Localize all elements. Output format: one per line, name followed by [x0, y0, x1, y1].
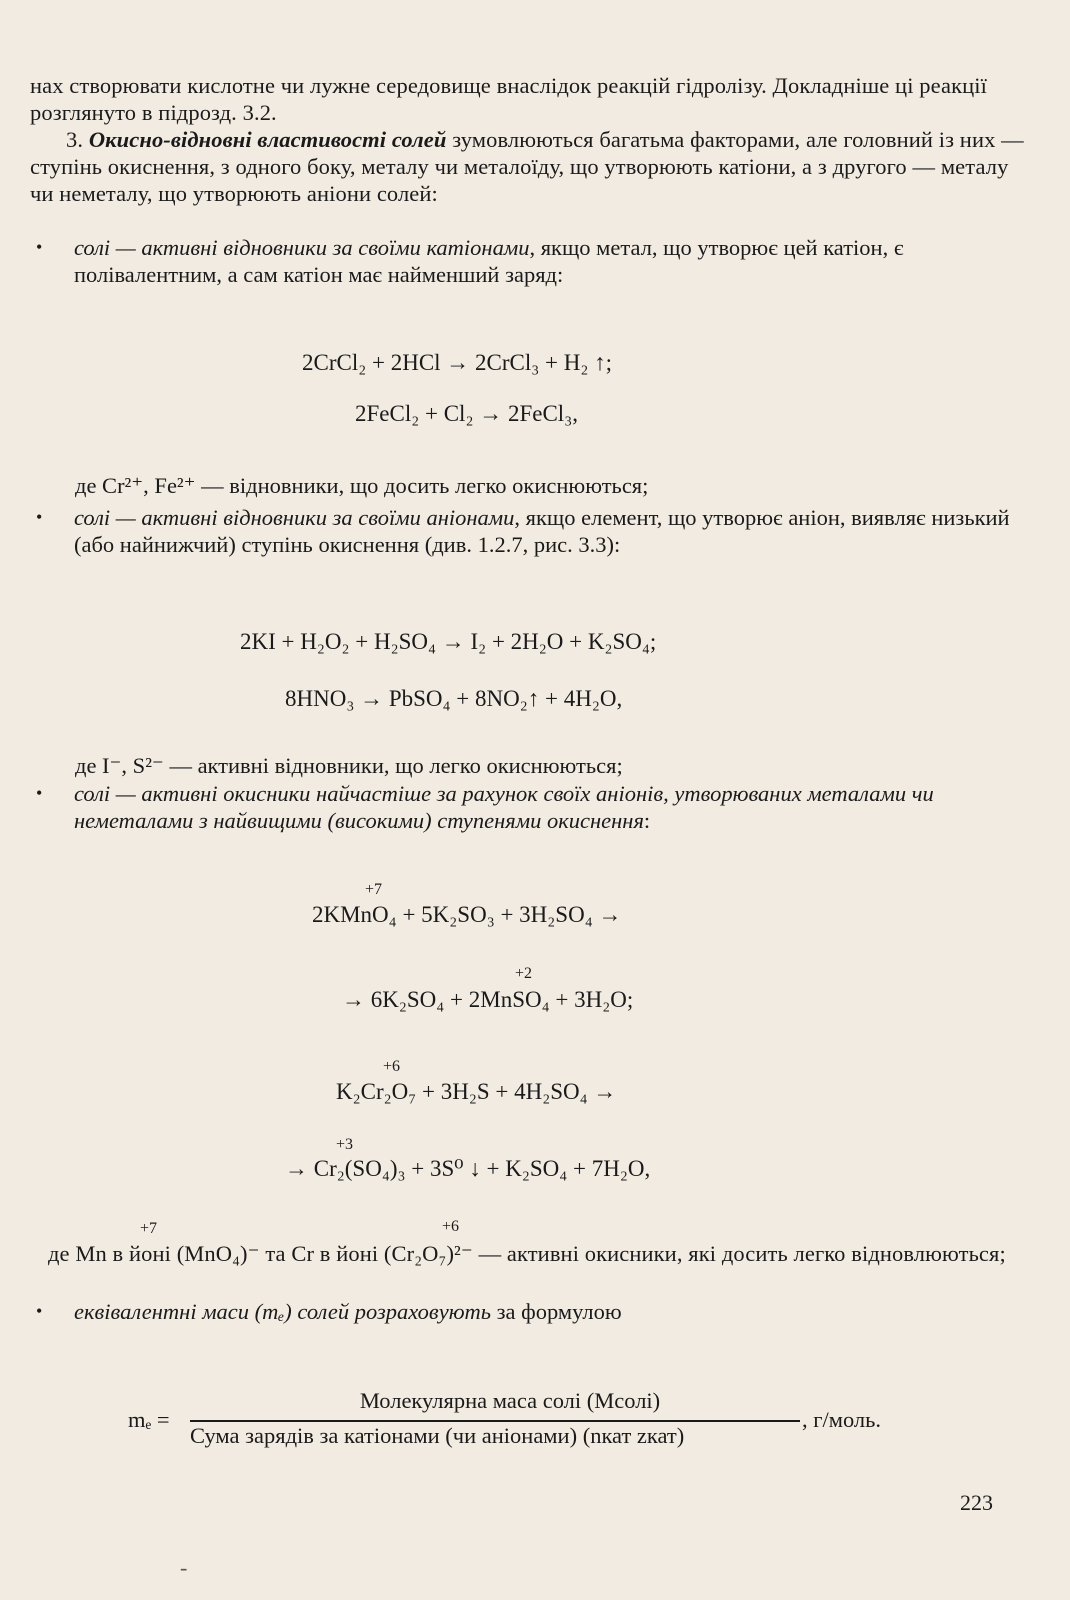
- oxidation-state-mn2: +2: [515, 965, 533, 982]
- bullet-icon: •: [36, 237, 43, 257]
- term-redox: Окисно-відновні властивості солей: [88, 127, 447, 152]
- bullet-anion-oxidizers: [30, 780, 1030, 834]
- bullet-icon: •: [36, 783, 43, 803]
- note-oxidation-mn7: +7: [140, 1220, 158, 1237]
- bullet-icon: •: [36, 507, 43, 527]
- bullet-italic: еквівалентні маси (mₑ) солей розраховують: [74, 1299, 492, 1324]
- oxidation-state-cr3: +3: [336, 1136, 354, 1153]
- paragraph-redox-properties: [30, 126, 1030, 207]
- formula-unit: , г/моль.: [802, 1407, 882, 1432]
- equation-hno3: 8HNO₃ → PbSO₄ + 8NO₂↑ + 4H₂O,: [285, 686, 623, 711]
- oxidation-state-cr6: +6: [383, 1058, 401, 1075]
- item-number: 3.: [66, 127, 84, 152]
- fraction-bar: [190, 1420, 800, 1422]
- equation-k2cr2o7: K₂Cr₂O₇ + 3H₂S + 4H₂SO₄ →: [336, 1079, 617, 1104]
- stray-mark: -: [180, 1555, 188, 1580]
- equation-k2cr2o7-products: → Cr₂(SO₄)₃ + 3S⁰ ↓ + K₂SO₄ + 7H₂O,: [285, 1156, 651, 1181]
- oxidation-state-mn7: +7: [365, 881, 383, 898]
- equation-kmno4: 2KMnO₄ + 5K₂SO₃ + 3H₂SO₄ →: [312, 902, 622, 927]
- equation-crcl2: 2CrCl₂ + 2HCl → 2CrCl₃ + H₂ ↑;: [302, 350, 613, 375]
- bullet-icon: •: [36, 1301, 43, 1321]
- paragraph-redox-text: зумовлюються багатьма факторами, але головний із них — ступінь окиснення, з одного боку, металу чи металоїду, що утворюють катіони, а з другого — металу чи неметалу, що утворюють аніони солей:: [30, 127, 1024, 206]
- formula-numerator: Молекулярна маса солі (Mсолі): [359, 1388, 661, 1413]
- note-i-s: де I⁻, S²⁻ — активні відновники, що легко окиснюються;: [75, 753, 623, 778]
- note-mn-cr: де Mn в йоні (MnO₄)⁻ та Cr в йоні (Cr₂O₇)²⁻ — активні окисники, які досить легко відновлюються;: [48, 1241, 1006, 1266]
- formula-denominator: Сума зарядів за катіонами (чи аніонами) (nкат zкат): [190, 1423, 685, 1448]
- formula-lhs: mₑ =: [128, 1407, 170, 1432]
- paragraph-hydrolysis: нах створювати кислотне чи лужне середовище внаслідок реакцій гідролізу. Докладніше ці реакції розглянуто в підрозд. 3.2.: [30, 73, 987, 125]
- bullet-cation-reducers: [30, 234, 1030, 288]
- bullet-text: , якщо метал, що утворює цей катіон, є полівалентним, а сам катіон має найменший заряд:: [74, 235, 904, 287]
- page-number: 223: [960, 1490, 993, 1515]
- equation-ki: 2KI + H₂O₂ + H₂SO₄ → I₂ + 2H₂O + K₂SO₄;: [240, 629, 657, 654]
- equation-kmno4-products: → 6K₂SO₄ + 2MnSO₄ + 3H₂O;: [342, 987, 634, 1012]
- note-oxidation-cr6: +6: [442, 1218, 460, 1235]
- bullet-anion-reducers: [30, 504, 1030, 558]
- bullet-equivalent-mass: [30, 1298, 1030, 1325]
- note-cr-fe: де Cr²⁺, Fe²⁺ — відновники, що досить легко окиснюються;: [75, 473, 649, 498]
- bullet-italic: солі — активні окисники найчастіше за рахунок своїх аніонів, утворюваних металами чи неметалами з найвищими (високими) ступенями окиснення: [74, 781, 934, 833]
- bullet-text: , якщо елемент, що утворює аніон, виявляє низький (або найнижчий) ступінь окиснення (див. 1.2.7, рис. 3.3):: [74, 505, 1010, 557]
- bullet-text: за формулою: [491, 1299, 622, 1324]
- bullet-text: :: [643, 808, 651, 833]
- equation-fecl2: 2FeCl₂ + Cl₂ → 2FeCl₃,: [355, 401, 578, 426]
- bullet-italic: солі — активні відновники за своїми катіонами: [74, 235, 530, 260]
- bullet-italic: солі — активні відновники за своїми аніонами: [74, 505, 515, 530]
